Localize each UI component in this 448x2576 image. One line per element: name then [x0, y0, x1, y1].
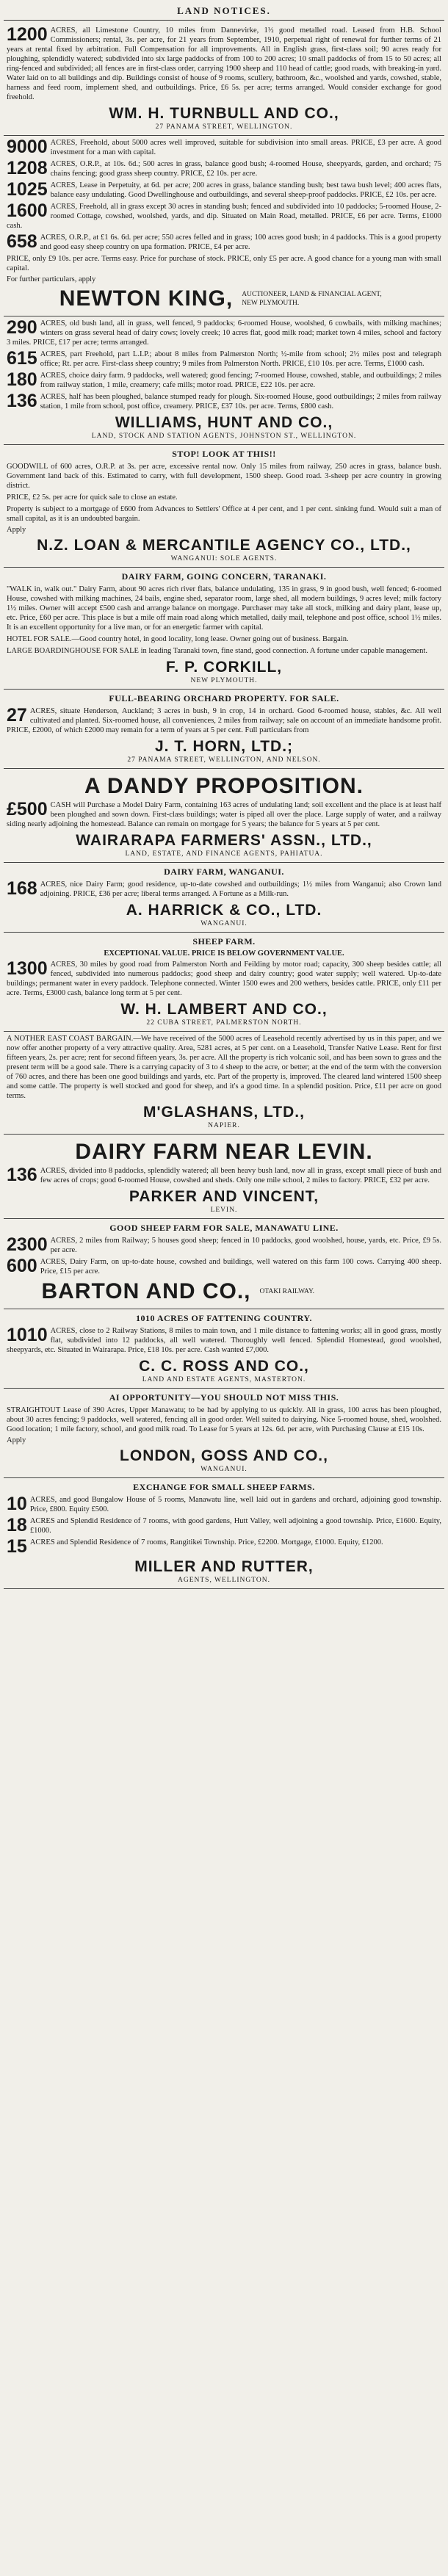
- listing-acreage: 18: [7, 1515, 27, 1535]
- listing-item: [7, 800, 441, 829]
- advertiser-name: J. T. HORN, LTD.;: [154, 738, 294, 755]
- ad-ross: [4, 1309, 444, 1389]
- ad-heading: DAIRY FARM, GOING CONCERN, TARANAKI.: [121, 571, 327, 582]
- advertiser-name: C. C. ROSS AND CO.,: [139, 1358, 309, 1375]
- advertiser-name: N.Z. LOAN & MERCANTILE AGENCY CO., LTD.,: [37, 537, 411, 554]
- advertiser-name: PARKER AND VINCENT,: [129, 1188, 319, 1205]
- listing-item: [7, 1538, 441, 1555]
- listing-description: ACRES and Splendid Residence of 7 rooms, with good gardens, Hutt Valley, well adjoining a good township. Price, £1600. Equity, £1000.: [29, 1517, 441, 1535]
- listing-acreage: 136: [7, 391, 37, 411]
- listing-item: [7, 26, 441, 102]
- listing-acreage: 1200: [7, 24, 48, 45]
- ad-turnbull: [4, 23, 444, 136]
- listing-description: ACRES, and good Bungalow House of 5 rooms, Manawatu line, well laid out in gardens and orchard, adjoining good township. Price, £800. Equity £500.: [29, 1496, 441, 1513]
- ad-paragraph: LARGE BOARDINGHOUSE FOR SALE in leading Taranaki town, fine stand, good connection. A fortune under capable management.: [7, 647, 427, 655]
- advertiser-name: F. P. CORKILL,: [165, 659, 283, 676]
- listing-item: [7, 880, 441, 899]
- column-title: LAND NOTICES.: [4, 3, 444, 21]
- ad-paragraph: STRAIGHTOUT Lease of 390 Acres, Upper Manawatu; to be had by applying to us quickly. All in grass, 100 acres has been ploughed, about 30 acres fencing; 9 paddocks, well watered, fencing all in good order. Well suited to dairying. Nice 5-roomed house, shed, woolshed. Good location; 1 mile factory, school, and good milk road. To Lease for 5 years at 12s. 6d. per acre, with Purchasing Clause at £15 10s.: [7, 1406, 441, 1433]
- ad-heading: GOOD SHEEP FARM FOR SALE, MANAWATU LINE.: [109, 1223, 339, 1233]
- ad-parker-vincent: [4, 1135, 444, 1219]
- listing-acreage: 136: [7, 1165, 37, 1185]
- listing-acreage: 615: [7, 348, 37, 369]
- listing-item: [7, 233, 441, 252]
- listing-acreage: £500: [7, 799, 48, 820]
- advertiser-address: WANGANUI.: [200, 1466, 248, 1473]
- listing-description: ACRES and Splendid Residence of 7 rooms, Rangitikei Township. Price, £2200. Mortgage, £1000. Equity, £1200.: [29, 1538, 383, 1546]
- listing-acreage: 1010: [7, 1325, 48, 1345]
- advertiser-address: NEW PLYMOUTH.: [190, 677, 258, 684]
- listing-description: ACRES, close to 2 Railway Stations, 8 miles to main town, and 1 mile distance to fattening works; all in good grass, mostly flat, subdivided into 12 paddocks, all well watered. Thoroughly well fenced. Splendid Homestead, good woolshed, sheepyards, etc. Situated in Wairarapa. Price, £18 10s. per acre. Cash wanted £7,000.: [7, 1327, 441, 1354]
- ad-heading: DAIRY FARM, WANGANUI.: [164, 866, 284, 877]
- listing-item: [7, 1257, 441, 1276]
- listing-description: ACRES, O.R.P., at 10s. 6d.; 500 acres in grass, balance good bush; 4-roomed House, sheepyards, garden, and orchard; 75 chains fencing; good grass sheep country. PRICE, £2 10s. per acre.: [50, 160, 441, 178]
- listing-item: [7, 706, 441, 735]
- advertiser-name: MILLER AND RUTTER,: [134, 1558, 314, 1575]
- ad-subheading: EXCEPTIONAL VALUE. PRICE IS BELOW GOVERNMENT VALUE.: [104, 949, 344, 958]
- ad-paragraph: "WALK in, walk out." Dairy Farm, about 90 acres rich river flats, balance undulating, 135 in grass, 9 in good bush, well fenced; 6-roomed House, cowshed with milking machines, 24 bails, engine shed, separator room, large shed, all modern buildings, 9 acres level; milk factory 1½ miles. Owner will accept £500 cash and arrange balance on mortgage. Purchaser may take all stock, milking and dairy plant, lease up, etc. Price, £60 per acre. This place is but a mile off main road along which metalled, daily mail, telephone and post office, school 1½ miles. It is an excellent opportunity for a live man, or for an energetic farmer with capital.: [7, 585, 441, 632]
- big-headline: DAIRY FARM NEAR LEVIN.: [75, 1140, 373, 1164]
- listing-item: [7, 350, 441, 369]
- ad-heading: FULL-BEARING ORCHARD PROPERTY. FOR SALE.: [109, 693, 339, 703]
- advertiser-name: WM. H. TURNBULL AND CO.,: [109, 105, 339, 122]
- listing-description: ACRES, Freehold, about 5000 acres well improved, suitable for subdivision into small areas. PRICE, £3 per acre. A good investment for a man with capital.: [50, 139, 441, 156]
- ad-paragraph: Property is subject to a mortgage of £600 from Advances to Settlers' Office at 4 per cent, and 1 per cent. sinking fund. Would suit a man of small capital, as it is an undoubted bargain.: [7, 505, 441, 523]
- ad-mglashans: [4, 1032, 444, 1135]
- listing-item: [7, 960, 441, 998]
- listing-description: ACRES, Dairy Farm, on up-to-date house, cowshed and buildings, well watered on this farm 100 cows. Carrying 400 sheep. Price, £15 per acre.: [40, 1258, 441, 1276]
- advertiser-details: AUCTIONEER, LAND & FINANCIAL AGENT, NEW PLYMOUTH.: [242, 291, 382, 307]
- advertiser-address: 22 CUBA STREET, PALMERSTON NORTH.: [146, 1019, 302, 1027]
- listing-acreage: 1600: [7, 200, 48, 221]
- listing-description: ACRES, O.R.P., at £1 6s. 6d. per acre; 550 acres felled and in grass; 100 acres good bush; in 4 paddocks. This is a good property and good easy sheep country on upa formation. PRICE, £4 per acre.: [40, 234, 441, 251]
- ad-barton: [4, 1219, 444, 1309]
- listing-item: [7, 159, 441, 178]
- advertiser-name: WAIRARAPA FARMERS' ASSN., LTD.,: [76, 832, 372, 849]
- ad-london-goss: [4, 1389, 444, 1478]
- advertiser-address: LEVIN.: [210, 1206, 238, 1214]
- ad-wairarapa: [4, 769, 444, 863]
- advertiser-name: LONDON, GOSS AND CO.,: [120, 1447, 328, 1464]
- ad-paragraph: HOTEL FOR SALE.—Good country hotel, in good locality, long lease. Owner going out of business. Bargain.: [7, 635, 349, 643]
- listing-acreage: 600: [7, 1256, 37, 1276]
- ad-nz-loan: [4, 445, 444, 568]
- listing-item: [7, 1326, 441, 1355]
- ad-heading: AI OPPORTUNITY—YOU SHOULD NOT MISS THIS.: [109, 1392, 339, 1403]
- listing-description: ACRES, 2 miles from Railway; 5 houses good sheep; fenced in 10 paddocks, good woolshed, house, yards, etc. Price, £9 5s. per acre.: [50, 1237, 441, 1254]
- listing-description: ACRES, all Limestone Country, 10 miles from Dannevirke, 1½ good metalled road. Leased from H.B. School Commissioners; rental, 3s. per acre, for 21 years from September, 1910, perpetual right of renewal for further terms of 21 years at rental fixed by arbitration. Full Compensation for all improvements. All in English grass, first-class soil; 90 acres ready for ploughing, splendidly watered; subdivided into six large paddocks of from 100 to 200 acres; 10 small paddocks of from 15 to 50 acres; all ring-fenced and subdivided; all fences are in first-class order, carrying 1900 sheep and 110 head of cattle; good roads, with breaking-in yard. Water laid on to all buildings and dip. Buildings consist of house of 9 rooms, scullery, bathroom, &c., woolshed and yards, cowshed, stable, harness and feed room, implement shed, and outbuildings. Price, £6 5s. per acre; terms arranged. Would consider exchange for good freehold.: [7, 26, 441, 101]
- listing-description: ACRES, nice Dairy Farm; good residence, up-to-date cowshed and outbuildings; 1½ miles from Wanganui; also Crown land adjoining. PRICE, £36 per acre; liberal terms arranged. A Fortune as a Milk-run.: [40, 880, 441, 898]
- listing-description: CASH will Purchase a Model Dairy Farm, containing 163 acres of undulating land; soil excellent and the place is at least half been ploughed and sown down. First-class buildings; water is piped all over the place. Large supply of water, and a railway siding nearly adjoining the homestead. Balance can remain on mortgage for 5 years; the balance for 5 years at 5 per cent.: [7, 801, 441, 828]
- ad-newton-king: [4, 136, 444, 316]
- listing-acreage: 15: [7, 1536, 27, 1557]
- listing-description: ACRES, half has been ploughed, balance stumped ready for plough. Six-roomed House, good outbuildings; 2 miles from railway station, 1 mile from school, post office, creamery. PRICE, £37 10s. per acre. Terms, £800 cash.: [40, 393, 441, 410]
- listing-item: [7, 202, 441, 231]
- ad-paragraph: GOODWILL of 600 acres, O.R.P. at 3s. per acre, excessive rental now. Only 15 miles from railway, 250 acres in grass, balance bush. Government land back of this. Estimated to carry, with full development, 1500 sheep. Good road. 3-sheep per acre country in growing district.: [7, 463, 441, 490]
- closing-note: PRICE, only £9 10s. per acre. Terms easy. Price for purchase of stock. PRICE, only £5 per acre. A good chance for a young man with small capital.: [7, 255, 441, 272]
- listing-item: [7, 319, 441, 347]
- listing-acreage: 27: [7, 705, 27, 726]
- advertiser-row: [7, 286, 441, 311]
- advertiser-name: M'GLASHANS, LTD.,: [143, 1104, 305, 1121]
- listing-item: [7, 1236, 441, 1255]
- ad-paragraph: A NOTHER EAST COAST BARGAIN.—We have received of the 5000 acres of Leasehold recently advertised by us in this paper, and we now offer another property of a very attractive quality. Area, 5281 acres, at 5 per cent. on a Leasehold, Transfer Native Lease. Rent for first fifteen years, 2s. per acre; rent for second fifteen years, 3s. per acre. All the property is rich volcanic soil, and has been sown to grass and the present term will be a good sale. There is a carrying capacity of 3 to 4 sheep to the acre, or better; at the end of the term with the conversion of 760 acres, and there has been one good buildings and yards, etc. Part of the property is, improved. The cleared land wintered 1500 sheep and some cattle. The property is well stocked and good for sheep, and it's a good time. In a splendid position. Price, £11 per acre on good terms.: [7, 1035, 441, 1100]
- listing-description: ACRES, divided into 8 paddocks, splendidly watered; all been heavy bush land, now all in grass, except small piece of bush and few acres of crops; good 6-roomed House, cowshed and sheds. Only one mile school, 2 miles to factory. PRICE, £32 per acre.: [40, 1167, 441, 1184]
- advertiser-address: WANGANUI.: [200, 920, 248, 927]
- big-headline: A DANDY PROPOSITION.: [84, 774, 364, 798]
- listing-item: [7, 138, 441, 157]
- ad-harrick: [4, 863, 444, 933]
- advertiser-address: 27 PANAMA STREET, WELLINGTON.: [155, 123, 293, 131]
- ad-heading: STOP! LOOK AT THIS!!: [172, 449, 276, 459]
- listing-acreage: 9000: [7, 137, 48, 157]
- listing-acreage: 1025: [7, 179, 48, 200]
- advertiser-row: [7, 1279, 441, 1304]
- listing-acreage: 658: [7, 231, 37, 252]
- advertiser-address: 27 PANAMA STREET, WELLINGTON, AND NELSON.: [127, 756, 321, 764]
- ad-heading: EXCHANGE FOR SMALL SHEEP FARMS.: [133, 1482, 315, 1492]
- advertiser-name: A. HARRICK & CO., LTD.: [126, 902, 322, 919]
- listing-acreage: 290: [7, 317, 37, 338]
- ad-heading: 1010 ACRES OF FATTENING COUNTRY.: [136, 1313, 312, 1323]
- listing-item: [7, 371, 441, 390]
- listing-item: [7, 1166, 441, 1185]
- listing-acreage: 1208: [7, 158, 48, 178]
- listing-acreage: 10: [7, 1494, 27, 1514]
- advertiser-details: OTAKI RAILWAY.: [259, 1288, 315, 1295]
- listing-description: ACRES, Freehold, all in grass except 30 acres in standing bush; fenced and subdivided into 10 paddocks; 5-roomed House, 2-roomed Cottage, cowshed, woolshed, yards, and dip. Situated on Main Road, metalled. PRICE, £6 per acre. Terms, £1000 cash.: [7, 203, 441, 230]
- advertiser-address: LAND, STOCK AND STATION AGENTS, JOHNSTON ST., WELLINGTON.: [91, 433, 357, 440]
- listing-item: [7, 392, 441, 411]
- listing-description: ACRES, choice dairy farm. 9 paddocks, well watered; good fencing; 7-roomed House, cowshed, stable, and outbuildings; 2 miles from railway station, 1 mile, creamery; cafe mills; motor road. PRICE, £22 10s. per acre.: [40, 372, 441, 389]
- listing-item: [7, 1516, 441, 1535]
- ad-corkill: [4, 568, 444, 690]
- ad-lambert: [4, 933, 444, 1032]
- ads-column: [4, 23, 444, 1589]
- advertiser-address: LAND AND ESTATE AGENTS, MASTERTON.: [142, 1376, 306, 1383]
- ad-horn: [4, 690, 444, 769]
- listing-acreage: 180: [7, 369, 37, 390]
- listing-acreage: 168: [7, 878, 37, 899]
- listing-description: ACRES, Lease in Perpetuity, at 6d. per acre; 200 acres in grass, balance standing bush; best tawa bush level; 400 acres flats, balance easy undulating. Good Dwellinghouse and outbuildings, and several sheep-proof paddocks. PRICE, £2 10s. per acre.: [50, 181, 441, 199]
- ad-paragraph: PRICE, £2 5s. per acre for quick sale to close an estate.: [7, 493, 178, 502]
- advertiser-address: NAPIER.: [208, 1122, 240, 1129]
- apply-label: For further particulars, apply: [7, 275, 96, 283]
- advertiser-address: AGENTS, WELLINGTON.: [177, 1577, 271, 1584]
- apply-label: Apply: [7, 1436, 26, 1444]
- advertiser-address: WANGANUI: SOLE AGENTS.: [170, 555, 278, 562]
- listing-description: ACRES, part Freehold, part L.I.P.; about 8 miles from Palmerston North; ½-mile from school; 2½ miles post and telegraph office; Rt. per acre. First-class sheep country; 9 miles from Palmerston North. PRICE, £10 10s. per acre. Terms, £1000 cash.: [40, 350, 441, 368]
- ad-miller-rutter: [4, 1478, 444, 1589]
- advertiser-name: W. H. LAMBERT AND CO.,: [120, 1001, 328, 1018]
- ad-williams-hunt: [4, 316, 444, 445]
- land-notices-page: [4, 0, 444, 1589]
- advertiser-name: BARTON AND CO.,: [41, 1279, 251, 1303]
- listing-description: ACRES, 30 miles by good road from Palmerston North and Feilding by motor road; capacity, 300 sheep besides cattle; all fenced, subdivided into numerous paddocks; good sheep and dairy country; good water supply; well watered. Up-to-date buildings; permanent water in every paddock. Telephone connected. Winter 1500 ewes and 200 wethers, besides cattle. PRICE, only £11 per acre. Terms, £3000 cash, balance long term at 5 per cent.: [7, 960, 441, 997]
- listing-description: ACRES, old bush land, all in grass, well fenced, 9 paddocks; 6-roomed House, woolshed, 6 cowbails, with milking machines; winters on grass several head of dairy cows; lovely creek; 10 acres flat, good milk road; market town 4 miles, school and factory 3 miles. PRICE, £17 per acre; terms arranged.: [7, 319, 441, 347]
- advertiser-name: NEWTON KING,: [59, 286, 234, 311]
- listing-description: ACRES, situate Henderson, Auckland; 3 acres in bush, 9 in crop, 14 in orchard. Good 6-roomed house, stables, &c. All well cultivated and planted. Six-roomed house, all conveniences, 2 miles from railway; sale on account of an immediate handsome profit. PRICE, £2000, of which £2000 may remain for a term of years at 5 per cent. Full particulars from: [7, 707, 441, 734]
- advertiser-address: LAND, ESTATE, AND FINANCE AGENTS, PAHIATUA.: [125, 850, 323, 858]
- listing-item: [7, 1495, 441, 1514]
- listing-acreage: 1300: [7, 958, 48, 979]
- listing-acreage: 2300: [7, 1234, 48, 1255]
- apply-label: Apply: [7, 526, 26, 534]
- ad-heading: SHEEP FARM.: [192, 936, 256, 947]
- listing-item: [7, 181, 441, 200]
- advertiser-name: WILLIAMS, HUNT AND CO.,: [115, 414, 333, 431]
